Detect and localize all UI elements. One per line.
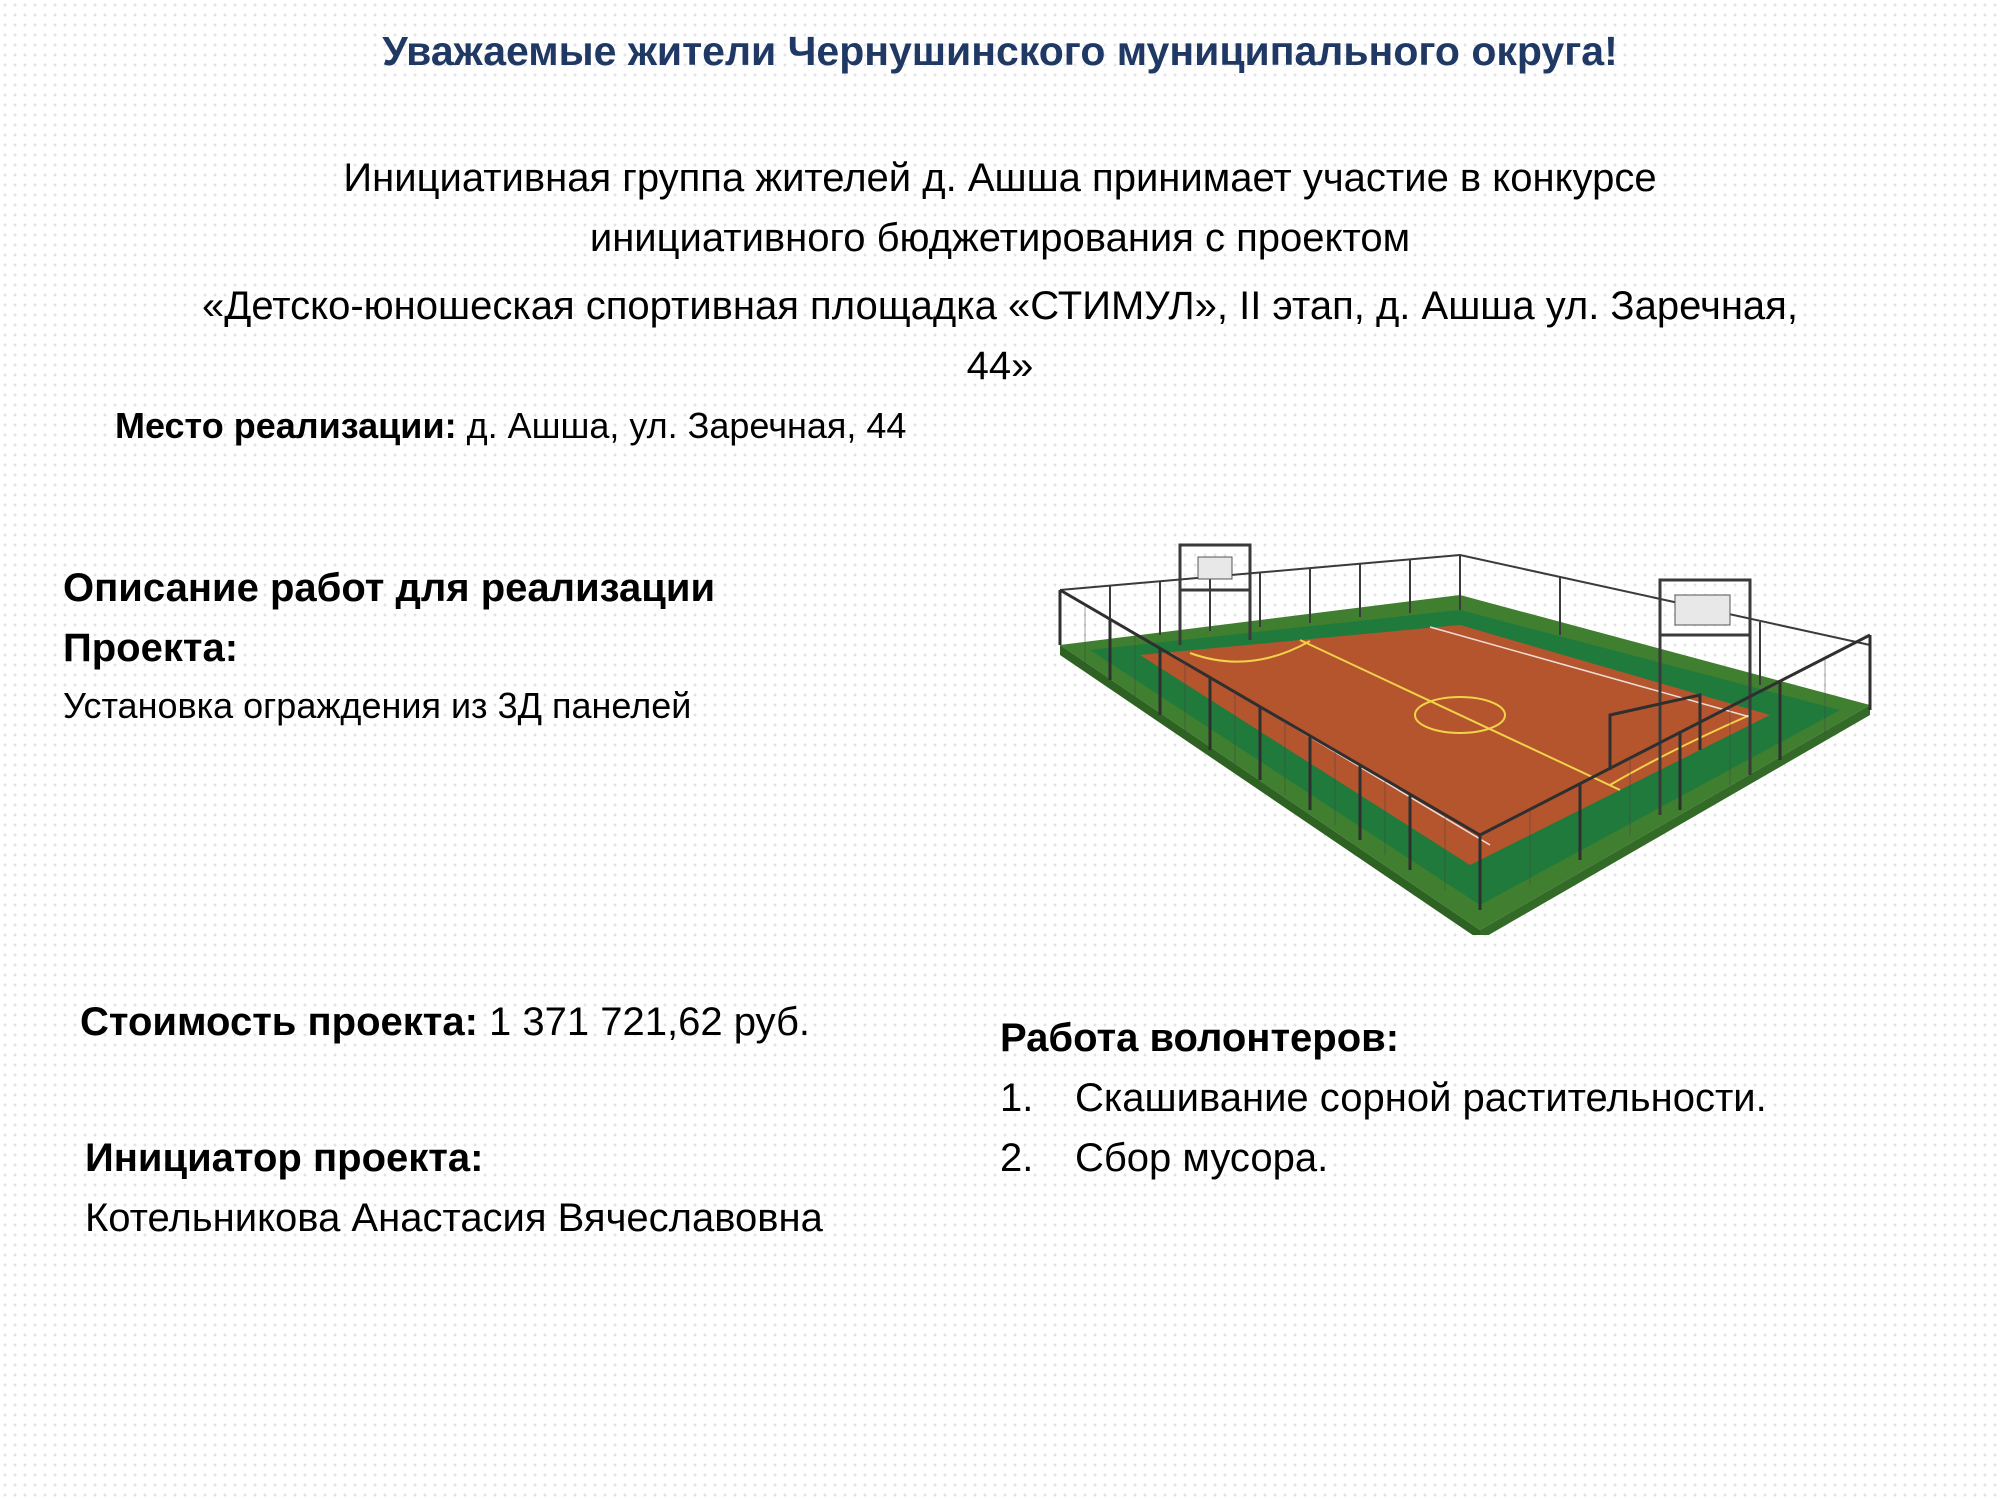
project-initiator — [85, 1128, 823, 1248]
work-description — [63, 558, 963, 734]
place-label: Место реализации: — [115, 405, 457, 446]
project-name — [80, 276, 1920, 396]
intro-line-2: инициативного бюджетирования с проектом — [589, 216, 1411, 260]
description-text: Установка ограждения из 3Д панелей — [63, 685, 692, 726]
place-value: д. Ашша, ул. Заречная, 44 — [456, 405, 907, 446]
list-item — [1000, 1068, 1767, 1128]
list-item — [1000, 1128, 1767, 1188]
initiator-label: Инициатор проекта: — [85, 1136, 484, 1180]
list-item-number: 1. — [1000, 1076, 1034, 1120]
sports-court-image — [1050, 535, 1880, 935]
page-title: Уважаемые жители Чернушинского муниципального округа! — [382, 28, 1618, 74]
list-item-text: Скашивание сорной растительности. — [1075, 1076, 1767, 1120]
list-item-number: 2. — [1000, 1136, 1034, 1180]
project-name-line-1: «Детско-юношеская спортивная площадка «СТИМУЛ», II этап, д. Ашша ул. Заречная, — [202, 284, 1798, 328]
project-cost — [80, 1000, 810, 1045]
backboard-front — [1675, 595, 1730, 625]
intro-text — [80, 148, 1920, 268]
cost-label: Стоимость проекта: — [80, 1000, 478, 1044]
intro-line-1: Инициативная группа жителей д. Ашша принимает участие в конкурсе — [343, 156, 1657, 200]
volunteer-list — [1000, 1068, 1767, 1188]
description-heading-line-1: Описание работ для реализации — [63, 566, 716, 610]
backboard-back — [1198, 557, 1232, 579]
description-heading-line-2: Проекта: — [63, 626, 239, 670]
volunteers-heading: Работа волонтеров: — [1000, 1016, 1400, 1060]
cost-value: 1 371 721,62 руб. — [477, 1000, 810, 1044]
list-item-text: Сбор мусора. — [1075, 1136, 1329, 1180]
project-name-line-2: 44» — [966, 344, 1034, 388]
place-of-implementation — [115, 405, 906, 447]
initiator-name: Котельникова Анастасия Вячеславовна — [85, 1196, 823, 1240]
volunteer-work — [1000, 1008, 1767, 1188]
